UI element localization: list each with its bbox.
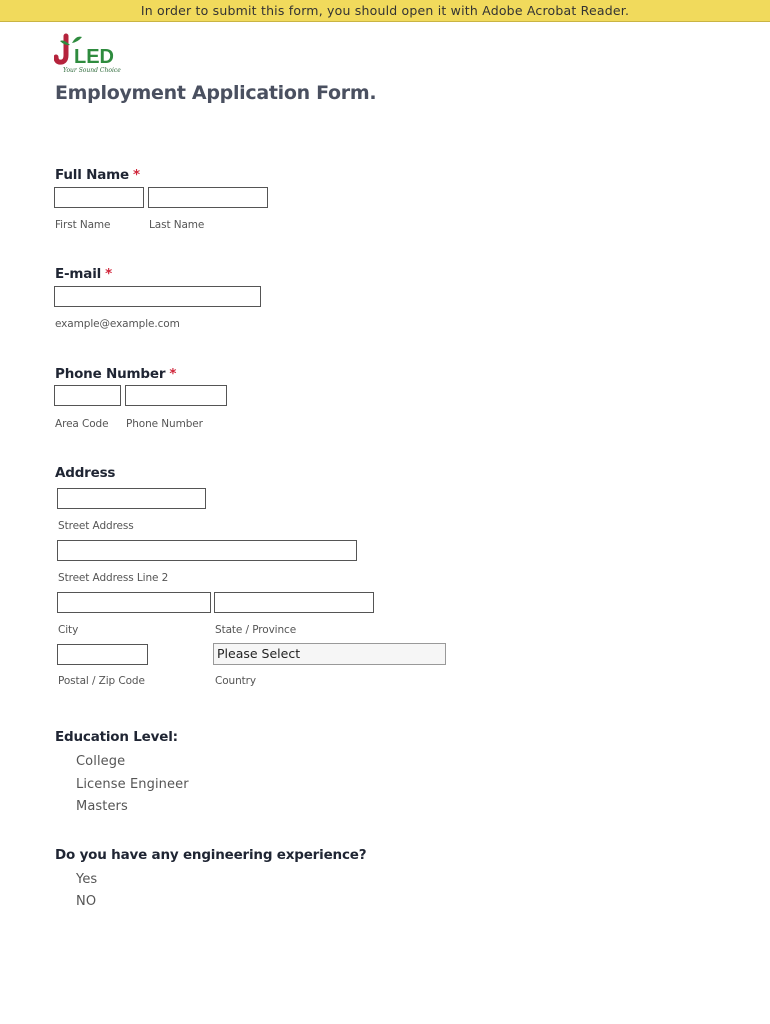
- state-input[interactable]: [214, 592, 374, 613]
- email-hint: example@example.com: [55, 318, 180, 330]
- education-option-masters[interactable]: Masters: [76, 799, 128, 814]
- street-address-sublabel: Street Address: [58, 520, 134, 532]
- first-name-sublabel: First Name: [55, 219, 111, 231]
- postal-code-sublabel: Postal / Zip Code: [58, 675, 145, 687]
- city-sublabel: City: [58, 624, 79, 636]
- last-name-sublabel: Last Name: [149, 219, 205, 231]
- acrobat-notice-banner: In order to submit this form, you should open it with Adobe Acrobat Reader.: [0, 0, 770, 22]
- street-address-2-input[interactable]: [57, 540, 357, 561]
- education-option-license-engineer[interactable]: License Engineer: [76, 777, 189, 792]
- street-address-input[interactable]: [57, 488, 206, 509]
- education-label: Education Level:: [55, 729, 178, 745]
- experience-option-no[interactable]: NO: [76, 894, 97, 909]
- experience-option-yes[interactable]: Yes: [76, 872, 98, 887]
- last-name-input[interactable]: [148, 187, 268, 208]
- full-name-label-text: Full Name: [55, 167, 129, 183]
- svg-text:LED: LED: [74, 46, 114, 68]
- email-label: [55, 266, 112, 282]
- full-name-label: [55, 167, 140, 183]
- required-asterisk: *: [169, 366, 177, 382]
- address-label: Address: [55, 465, 116, 481]
- email-input[interactable]: [54, 286, 261, 307]
- email-label-text: E-mail: [55, 266, 102, 282]
- required-asterisk: *: [132, 167, 140, 183]
- state-sublabel: State / Province: [215, 624, 297, 636]
- city-input[interactable]: [57, 592, 211, 613]
- company-logo: [54, 33, 124, 77]
- country-sublabel: Country: [215, 675, 257, 687]
- logo-mark-icon: [54, 33, 124, 69]
- education-option-college[interactable]: College: [76, 754, 126, 769]
- phone-label-text: Phone Number: [55, 366, 166, 382]
- street-address-2-sublabel: Street Address Line 2: [58, 572, 169, 584]
- required-asterisk: *: [105, 266, 112, 282]
- phone-number-sublabel: Phone Number: [126, 418, 203, 430]
- country-select[interactable]: Please Select: [213, 643, 446, 665]
- postal-code-input[interactable]: [57, 644, 148, 665]
- page-title: Employment Application Form.: [55, 82, 377, 104]
- logo-tagline: Your Sound Choice: [63, 67, 121, 74]
- area-code-sublabel: Area Code: [55, 418, 109, 430]
- phone-label: [55, 366, 176, 382]
- first-name-input[interactable]: [54, 187, 144, 208]
- experience-label: Do you have any engineering experience?: [55, 847, 367, 863]
- phone-number-input[interactable]: [125, 385, 227, 406]
- area-code-input[interactable]: [54, 385, 121, 406]
